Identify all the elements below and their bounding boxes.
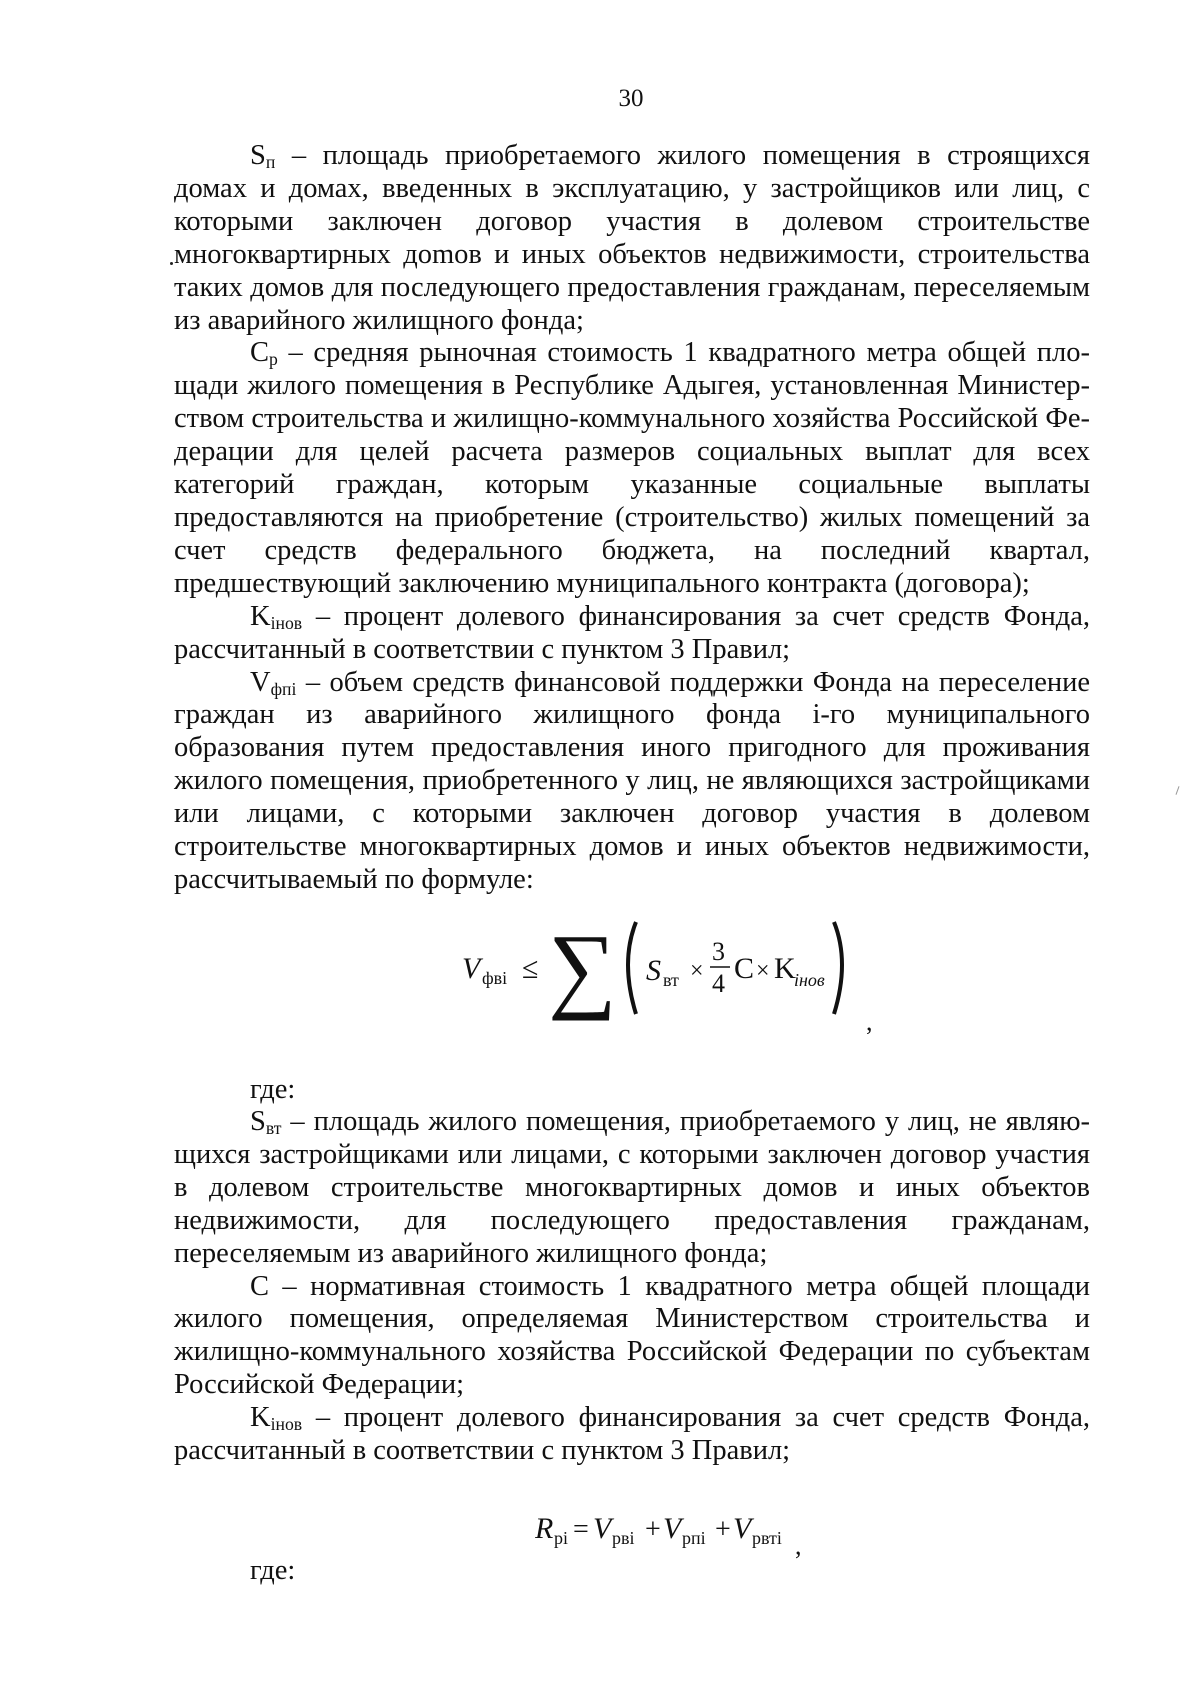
formula-v3: V bbox=[733, 1512, 752, 1545]
formula-v3-subscript: рвтi bbox=[752, 1528, 782, 1548]
definition-text: С – нормативная стоимость 1 квадратного метра общей площади жилого помещения, определяемая Министерством строительства и жилищно-коммунального хозяйства Российской Федерации по субъектам Российской Федерации; bbox=[174, 1270, 1090, 1401]
symbol-subscript: iнов bbox=[270, 612, 303, 633]
symbol: V bbox=[250, 666, 271, 698]
definition-text: – процент долевого финансирования за счет средств Фонда, рассчитанный в соответствии с пунктом 3 Правил; bbox=[174, 1402, 1090, 1467]
definition-text: – площадь жилого помещения, приобретаемого у лиц, не являющихся застройщиками или лицами, с которыми заключен договор участия в долевом строительстве многоквартирных домов и иных объектов недвижимости, для последующего предоставления гражданам, переселяемым из аварийного жилищного фонда; bbox=[174, 1106, 1090, 1269]
symbol-subscript: iнов bbox=[270, 1414, 303, 1435]
symbol-subscript: п bbox=[265, 152, 276, 172]
formula-s-subscript: вт bbox=[663, 970, 679, 990]
symbol: K bbox=[250, 1402, 271, 1434]
where-label-2: где: bbox=[250, 1555, 296, 1586]
formula-v2: V bbox=[663, 1512, 682, 1545]
symbol-subscript: вт bbox=[265, 1118, 282, 1138]
formula-times-1: × bbox=[690, 958, 704, 984]
definition-text: – процент долевого финансирования за счет средств Фонда, рассчитанный в соответствии с пунктом 3 Правил; bbox=[174, 600, 1090, 665]
formula-k-subscript: iнов bbox=[794, 970, 825, 990]
formula-rpi bbox=[535, 1502, 835, 1562]
where-label-1: где: bbox=[250, 1074, 296, 1105]
formula-c: C bbox=[734, 952, 755, 985]
definition-svt bbox=[174, 1106, 1090, 1271]
definitions-block-1 bbox=[174, 140, 1090, 897]
formula-denominator: 4 bbox=[712, 969, 725, 998]
page-number: 30 bbox=[618, 85, 644, 112]
definition-text: – средняя рыночная стоимость 1 квадратного метра общей площади жилого помещения в Республике Адыгея, установленная Министерством строительства и жилищно-коммунального хозяйства Российской Федерации для целей расчета размеров социальных выплат для всех категорий граждан, которым указанные социальные выплаты предоставляются на приобретение (строительство) жилых помещений за счет средств федерального бюджета, на последний квартал, предшествующий заключению муниципального контракта (договора); bbox=[174, 337, 1090, 599]
formula-v2-subscript: рпi bbox=[682, 1528, 706, 1548]
formula-equals: = bbox=[573, 1514, 589, 1545]
definition-kinov-2 bbox=[174, 1402, 1090, 1468]
formula-lhs-subscript: фвi bbox=[482, 968, 508, 988]
symbol-subscript: р bbox=[269, 349, 278, 370]
formula-numerator: 3 bbox=[712, 937, 725, 966]
symbol: S bbox=[250, 140, 266, 171]
formula-plus-1: + bbox=[645, 1514, 661, 1545]
formula-relation: ≤ bbox=[522, 952, 539, 985]
formula-sigma: ∑ bbox=[548, 914, 617, 1021]
formula-right-paren bbox=[834, 922, 842, 1014]
formula-r: R bbox=[535, 1512, 554, 1545]
symbol-subscript: фпi bbox=[270, 678, 297, 699]
formula-k: K bbox=[774, 952, 796, 985]
formula-trailing-comma: , bbox=[866, 1007, 873, 1034]
symbol: C bbox=[250, 337, 270, 369]
formula-v1: V bbox=[593, 1512, 612, 1545]
formula-v1-subscript: рвi bbox=[612, 1528, 635, 1548]
symbol: S bbox=[250, 1106, 266, 1137]
definition-vfpi bbox=[174, 667, 1090, 897]
formula-r-subscript: pi bbox=[554, 1528, 569, 1548]
formula-lhs: V bbox=[462, 952, 481, 985]
scan-mark bbox=[1175, 786, 1179, 795]
definition-text: – площадь приобретаемого жилого помещения в строящихся домах и домах, введенных в эксплуатацию, у застройщиков или лиц, с которыми заключен договор участия в долевом строительстве многоквартирных доmов и иных объектов недвижимости, строительства таких домов для последующего предоставления гражданам, переселяемым из аварийного жилищного фонда; bbox=[174, 140, 1090, 336]
definition-sp bbox=[174, 140, 1090, 337]
formula-s: S bbox=[646, 954, 661, 987]
definition-c bbox=[174, 1271, 1090, 1403]
formula-vfvi bbox=[456, 914, 876, 1034]
definitions-block-2 bbox=[174, 1073, 1090, 1468]
definition-cp bbox=[174, 337, 1090, 600]
formula-trailing-comma: , bbox=[795, 1531, 802, 1560]
formula-times-2: × bbox=[756, 958, 770, 984]
scan-speck bbox=[170, 262, 173, 265]
formula-left-paren bbox=[628, 922, 636, 1014]
formula-plus-2: + bbox=[715, 1514, 731, 1545]
definition-text: – объем средств финансовой поддержки Фонда на переселение граждан из аварийного жилищного фонда i-го муниципального образования путем предоставления иного пригодного для проживания жилого помещения, приобретенного у лиц, не являющихся застройщиками или лицами, с которыми заключен договор участия в долевом строительстве многоквартирных домов и иных объектов недвижимости, рассчитываемый по формуле: bbox=[174, 666, 1090, 895]
definition-kinov bbox=[174, 601, 1090, 667]
symbol: K bbox=[250, 600, 271, 632]
